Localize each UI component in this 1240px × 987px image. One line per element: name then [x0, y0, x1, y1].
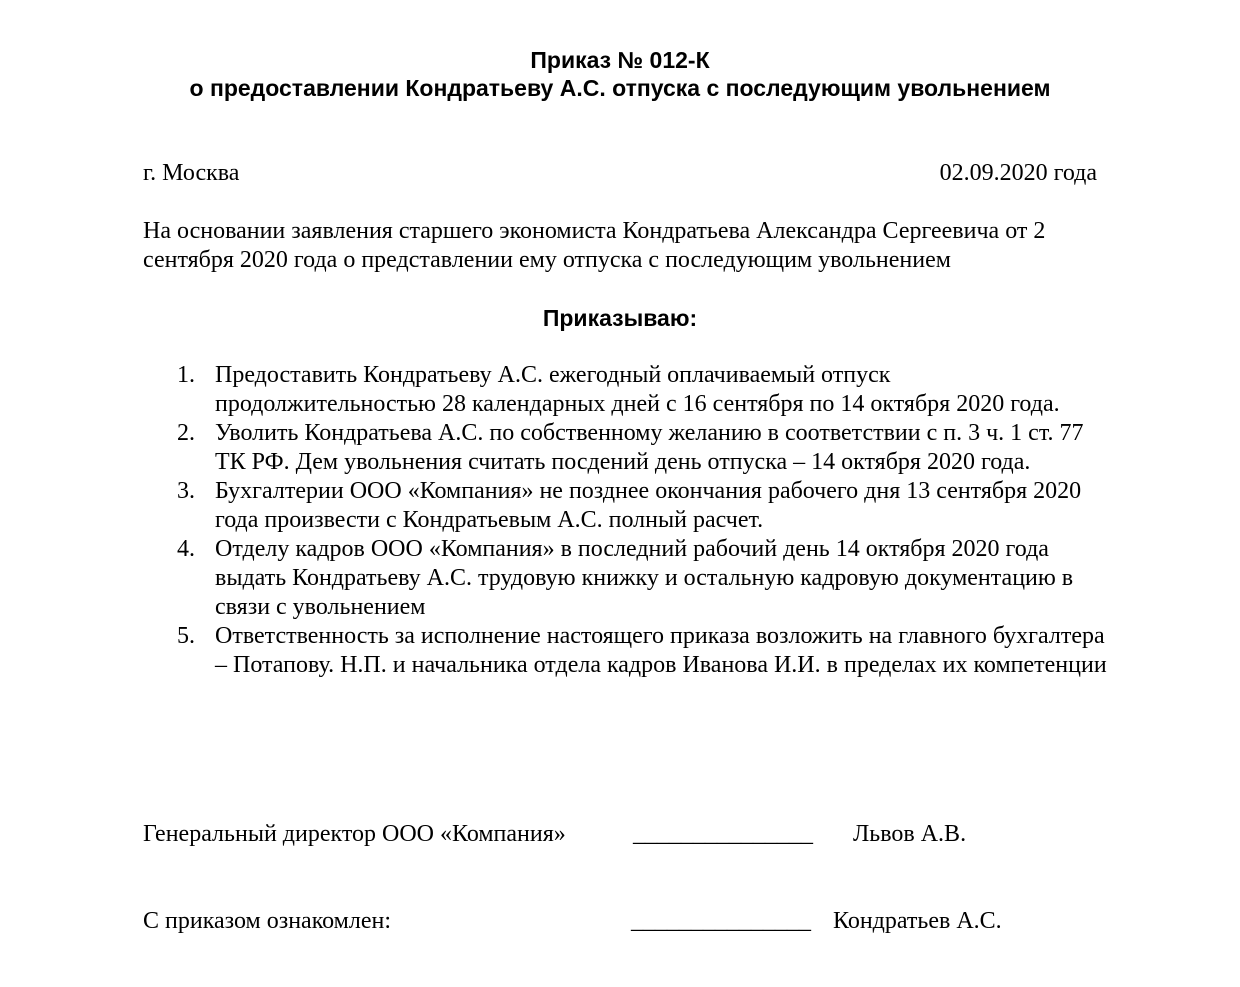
order-item [177, 477, 1112, 535]
acknowledgement-label: С приказом ознакомлен: [143, 908, 392, 934]
order-item-number: 3. [177, 478, 195, 504]
director-title: Генеральный директор ООО «Компания» [143, 821, 566, 847]
order-item [177, 361, 1112, 419]
order-date: 02.09.2020 года [939, 160, 1097, 186]
order-item-text: Уволить Кондратьева А.С. по собственному желанию в соответствии с п. 3 ч. 1 ст. 77 ТК РФ. Дем увольнения считать посдений день отпуска – 14 октября 2020 года. [215, 420, 1084, 475]
order-item-number: 4. [177, 536, 195, 562]
order-item-number: 1. [177, 362, 195, 388]
city: г. Москва [143, 160, 240, 186]
order-title: Приказ № 012-К [530, 47, 710, 73]
director-signature-line: _______________ [633, 821, 813, 847]
order-heading: Приказываю: [542, 305, 698, 331]
order-item-number: 2. [177, 420, 195, 446]
director-name: Львов А.В. [853, 821, 967, 847]
order-item-text: Отделу кадров ООО «Компания» в последний рабочий день 14 октября 2020 года выдать Кондратьеву А.С. трудовую книжку и остальную кадровую документацию в связи с увольнением [215, 536, 1074, 620]
order-item-text: Бухгалтерии ООО «Компания» не позднее окончания рабочего дня 13 сентября 2020 года произвести с Кондратьевым А.С. полный расчет. [215, 478, 1082, 533]
order-subtitle: о предоставлении Кондратьеву А.С. отпуска с последующим увольнением [189, 75, 1051, 101]
order-item [177, 535, 1112, 622]
order-item [177, 419, 1112, 477]
order-list [177, 361, 1112, 680]
order-item-text: Ответственность за исполнение настоящего приказа возложить на главного бухгалтера – Потапову. Н.П. и начальника отдела кадров Иванова И.И. в пределах их компетенции [215, 623, 1107, 678]
order-item-text: Предоставить Кондратьеву А.С. ежегодный оплачиваемый отпуск продолжительностью 28 календарных дней с 16 сентября по 14 октября 2020 года. [215, 362, 1060, 417]
employee-signature-line: _______________ [631, 908, 811, 934]
order-item-number: 5. [177, 623, 195, 649]
order-item [177, 622, 1112, 680]
employee-name: Кондратьев А.С. [833, 908, 1002, 934]
intro-paragraph: На основании заявления старшего экономиста Кондратьева Александра Сергеевича от 2 сентября 2020 года о представлении ему отпуска с последующим увольнением [143, 218, 1046, 273]
